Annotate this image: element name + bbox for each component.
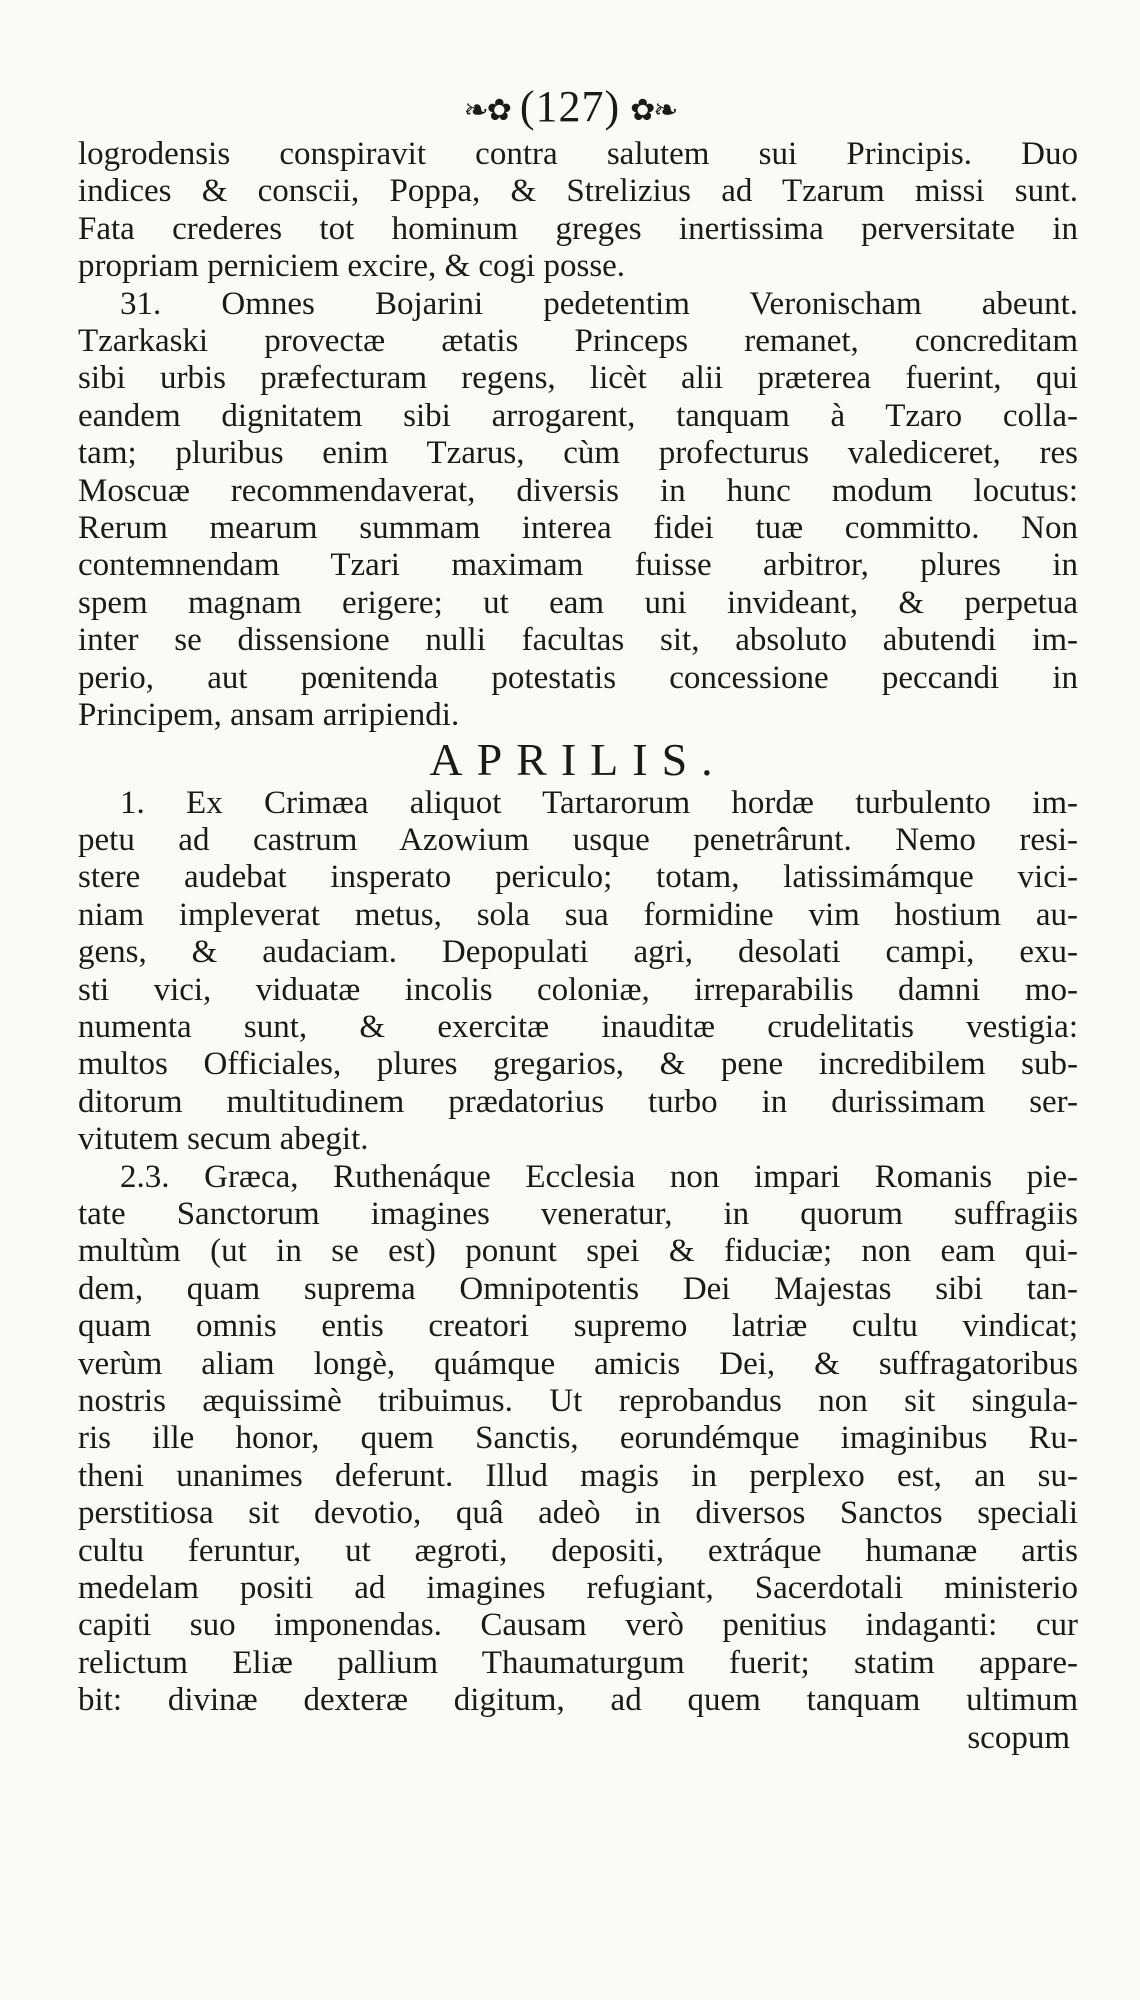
text-line: perio, aut pœnitenda potestatis concessione peccandi in xyxy=(78,659,1078,696)
text-line: 1. Ex Crimæa aliquot Tartarorum hordæ turbulento im- xyxy=(120,784,1078,821)
text-line: medelam positi ad imagines refugiant, Sacerdotali ministerio xyxy=(78,1570,1078,1607)
text-line: 31. Omnes Bojarini pedetentim Veronischam abeunt. xyxy=(120,285,1078,322)
page-number: (127) xyxy=(519,82,621,131)
text-line: multos Officiales, plures gregarios, & pene incredibilem sub- xyxy=(78,1046,1078,1083)
text-line: propriam perniciem excire, & cogi posse. xyxy=(78,248,626,285)
text-line: contemnendam Tzari maximam fuisse arbitror, plures in xyxy=(78,547,1078,584)
text-line: vitutem secum abegit. xyxy=(78,1121,369,1158)
text-line: nostris æquissimè tribuimus. Ut reprobandus non sit singula- xyxy=(78,1383,1078,1419)
text-line: sibi urbis præfecturam regens, licèt alii præterea fuerint, qui xyxy=(78,360,1078,397)
text-line: niam impleverat metus, sola sua formidine vim hostium au- xyxy=(78,896,1078,933)
paragraph-4 xyxy=(78,1159,1078,1720)
text-line: dem, quam suprema Omnipotentis Dei Majestas sibi tan- xyxy=(78,1270,1078,1307)
text-line: stere audebat insperato periculo; totam, latissimámque vici- xyxy=(78,859,1078,896)
text-line: Moscuæ recommendaverat, diversis in hunc modum locutus: xyxy=(78,472,1078,509)
text-line: capiti suo imponendas. Causam verò penitius indaganti: cur xyxy=(78,1607,1078,1644)
text-line: bit: divinæ dexteræ digitum, ad quem tanquam ultimum xyxy=(78,1682,1078,1719)
text-line: theni unanimes deferunt. Illud magis in perplexo est, an su- xyxy=(78,1457,1078,1494)
text-line: tam; pluribus enim Tzarus, cùm profecturus valediceret, res xyxy=(78,435,1078,472)
text-line: Principem, ansam arripiendi. xyxy=(78,697,460,734)
text-line: spem magnam erigere; ut eam uni invideant, & perpetua xyxy=(78,584,1078,621)
text-line: tate Sanctorum imagines veneratur, in quorum suffragiis xyxy=(78,1195,1078,1232)
text-line: Fata crederes tot hominum greges inertissima perversitate in xyxy=(78,210,1078,247)
right-ornament-icon: ✿❧ xyxy=(630,93,677,127)
text-line: relictum Eliæ pallium Thaumaturgum fuerit; statim appare- xyxy=(78,1644,1078,1681)
text-line: Tzarkaski provectæ ætatis Princeps remanet, concreditam xyxy=(78,323,1078,360)
paragraph-3 xyxy=(78,785,1078,1159)
text-line: numenta sunt, & exercitæ inauditæ crudelitatis vestigia: xyxy=(78,1008,1078,1045)
text-line: multùm (ut in se est) ponunt spei & fiduciæ; non eam qui- xyxy=(78,1233,1078,1270)
text-line: eandem dignitatem sibi arrogarent, tanquam à Tzaro colla- xyxy=(78,397,1078,434)
left-ornament-icon: ❧✿ xyxy=(463,93,510,127)
text-line: cultu feruntur, ut ægroti, depositi, extráque humanæ artis xyxy=(78,1532,1078,1569)
text-line: 2.3. Græca, Ruthenáque Ecclesia non impari Romanis pie- xyxy=(120,1158,1078,1195)
text-line: perstitiosa sit devotio, quâ adeò in diversos Sanctos speciali xyxy=(78,1495,1078,1532)
catchword: scopum xyxy=(967,1719,1070,1756)
body-text xyxy=(78,136,1078,1757)
text-line: ditorum multitudinem prædatorius turbo in durissimam ser- xyxy=(78,1083,1078,1120)
text-line: Rerum mearum summam interea fidei tuæ committo. Non xyxy=(78,510,1078,547)
text-line: petu ad castrum Azowium usque penetrârunt. Nemo resi- xyxy=(78,821,1078,858)
text-line: gens, & audaciam. Depopulati agri, desolati campi, exu- xyxy=(78,934,1078,971)
text-line: indices & conscii, Poppa, & Strelizius ad Tzarum missi sunt. xyxy=(78,173,1078,210)
page-header xyxy=(0,82,1140,136)
text-line: logrodensis conspiravit contra salutem sui Principis. Duo xyxy=(78,136,1078,172)
paragraph-2 xyxy=(78,286,1078,735)
section-title: APRILIS. xyxy=(429,733,727,785)
paragraph-1 xyxy=(78,136,1078,286)
text-line: inter se dissensione nulli facultas sit, absoluto abutendi im- xyxy=(78,622,1078,659)
text-line: verùm aliam longè, quámque amicis Dei, & suffragatoribus xyxy=(78,1345,1078,1382)
text-line: quam omnis entis creatori supremo latriæ cultu vindicat; xyxy=(78,1308,1078,1345)
text-line: ris ille honor, quem Sanctis, eorundémque imaginibus Ru- xyxy=(78,1420,1078,1457)
text-line: sti vici, viduatæ incolis coloniæ, irreparabilis damni mo- xyxy=(78,971,1078,1008)
